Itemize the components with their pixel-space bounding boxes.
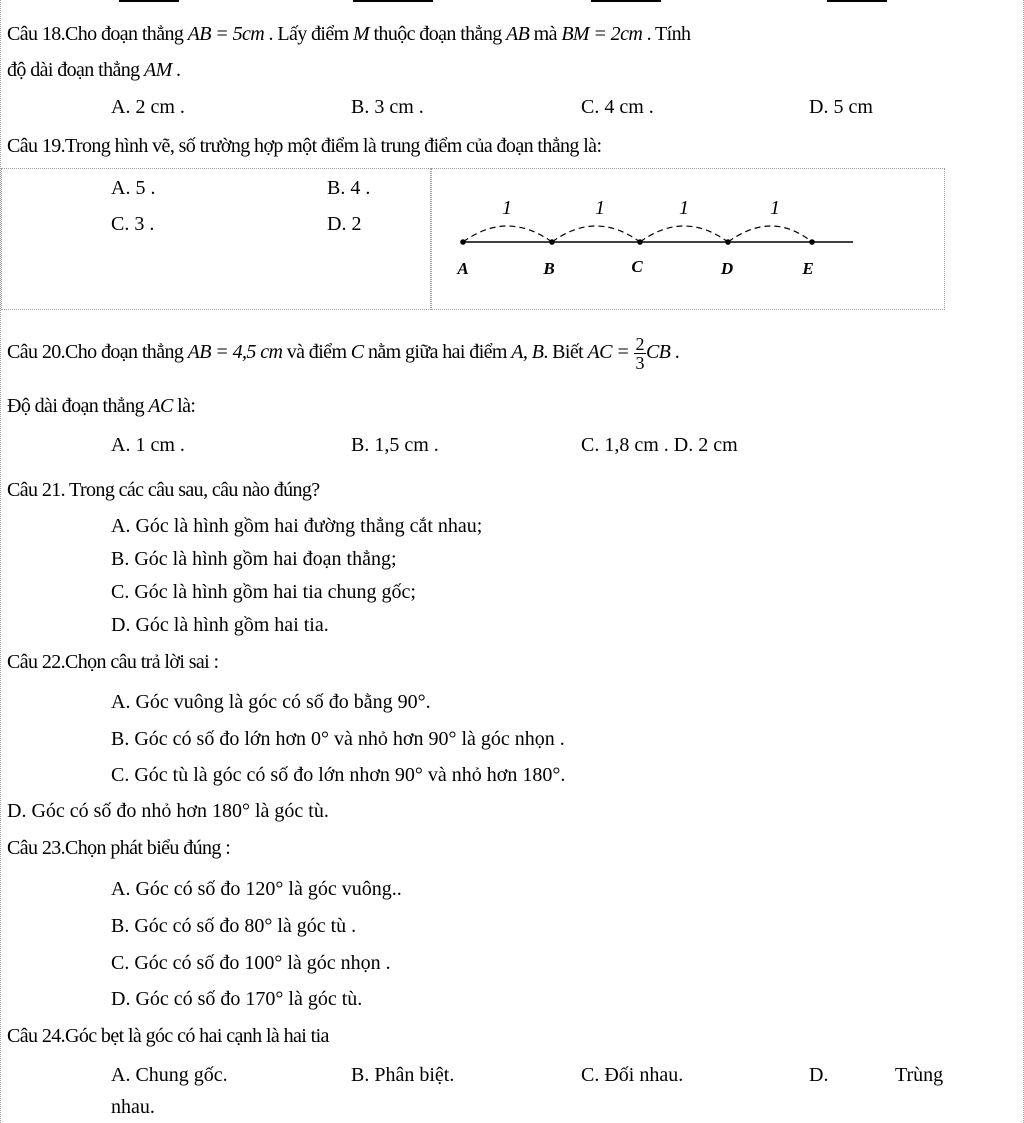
question-18-text-line2: độ dài đoạn thẳng AM . xyxy=(7,59,181,81)
q23-option-b: B. Góc có số đo 80° là góc tù . xyxy=(111,915,357,937)
cropped-previous-line xyxy=(1,0,1024,3)
point-c-dot xyxy=(637,239,643,245)
fraction-two-thirds: $\frac{2}{3}$ xyxy=(635,333,644,373)
q19-option-c: C. 3 . xyxy=(111,213,155,235)
q22-option-b: B. Góc có số đo lớn hơn 0° và nhỏ hơn 90° là góc nhọn . xyxy=(111,728,565,750)
point-e-dot xyxy=(809,239,815,245)
q21-option-a: A. Góc là hình gồm hai đường thẳng cắt nhau; xyxy=(111,515,483,537)
segment-label-cd: 1 xyxy=(679,197,689,219)
q24-option-b: B. Phân biệt. xyxy=(351,1064,455,1086)
q18-option-a: A. 2 cm . xyxy=(111,96,185,118)
point-d-dot xyxy=(725,239,731,245)
segment-label-de: 1 xyxy=(770,197,780,219)
q23-option-d: D. Góc có số đo 170° là góc tù. xyxy=(111,988,363,1010)
question-18-text: Câu 18.Cho đoạn thẳng AB = 5cm . Lấy điểm M thuộc đoạn thẳng AB mà BM = 2cm . Tính xyxy=(7,23,691,45)
q21-option-d: D. Góc là hình gồm hai tia. xyxy=(111,614,329,636)
point-label-e: E xyxy=(802,259,814,278)
arc-cd xyxy=(640,226,728,242)
arc-ab xyxy=(463,226,552,242)
q22-option-a: A. Góc vuông là góc có số đo bằng 90°. xyxy=(111,691,431,713)
question-20-text-line2: Độ dài đoạn thẳng AC là: xyxy=(7,395,196,417)
segment-label-bc: 1 xyxy=(595,197,605,219)
question-22-text: Câu 22.Chọn câu trả lời sai : xyxy=(7,651,219,673)
q19-option-d: D. 2 xyxy=(327,213,362,235)
q19-option-a: A. 5 . xyxy=(111,177,156,199)
q22-option-d: D. Góc có số đo nhỏ hơn 180° là góc tù. xyxy=(7,800,329,822)
arc-de xyxy=(728,226,812,242)
q20-option-b: B. 1,5 cm . xyxy=(351,434,439,456)
q19-figure xyxy=(441,190,861,290)
q18-option-b: B. 3 cm . xyxy=(351,96,424,118)
q20-option-a: A. 1 cm . xyxy=(111,434,185,456)
q23-option-a: A. Góc có số đo 120° là góc vuông.. xyxy=(111,878,402,900)
arc-bc xyxy=(552,226,640,242)
q21-option-b: B. Góc là hình gồm hai đoạn thẳng; xyxy=(111,548,397,570)
q24-option-d: D. xyxy=(809,1064,829,1086)
question-23-text: Câu 23.Chọn phát biểu đúng : xyxy=(7,837,231,859)
q24-option-d-wrap: nhau. xyxy=(111,1096,155,1118)
point-label-b: B xyxy=(543,259,555,278)
q24-option-d-text: Trùng xyxy=(895,1064,944,1086)
question-19-text: Câu 19.Trong hình vẽ, số trường hợp một điểm là trung điểm của đoạn thẳng là: xyxy=(7,135,602,157)
q22-option-c: C. Góc tù là góc có số đo lớn nhơn 90° và nhỏ hơn 180°. xyxy=(111,764,566,786)
segment-label-ab: 1 xyxy=(502,197,512,219)
point-label-d: D xyxy=(720,259,734,278)
q24-option-c: C. Đối nhau. xyxy=(581,1064,684,1086)
q23-option-c: C. Góc có số đo 100° là góc nhọn . xyxy=(111,952,391,974)
point-label-a: A xyxy=(457,259,469,278)
question-20-text: Câu 20.Cho đoạn thẳng AB = 4,5 cm và điểm C nằm giữa hai điểm A, B. Biết AC = $\frac{2}{3}$ CB . xyxy=(7,333,680,373)
point-a-dot xyxy=(460,239,466,245)
point-b-dot xyxy=(549,239,555,245)
question-24-text: Câu 24.Góc bẹt là góc có hai cạnh là hai tia xyxy=(7,1025,329,1047)
q24-option-a: A. Chung gốc. xyxy=(111,1064,228,1086)
q18-option-d: D. 5 cm xyxy=(809,96,873,118)
q19-option-b: B. 4 . xyxy=(327,177,371,199)
question-21-text: Câu 21. Trong các câu sau, câu nào đúng? xyxy=(7,479,320,501)
q21-option-c: C. Góc là hình gồm hai tia chung gốc; xyxy=(111,581,416,603)
point-label-c: C xyxy=(631,257,643,276)
q20-option-c-d: C. 1,8 cm . D. 2 cm xyxy=(581,434,738,456)
q18-option-c: C. 4 cm . xyxy=(581,96,654,118)
